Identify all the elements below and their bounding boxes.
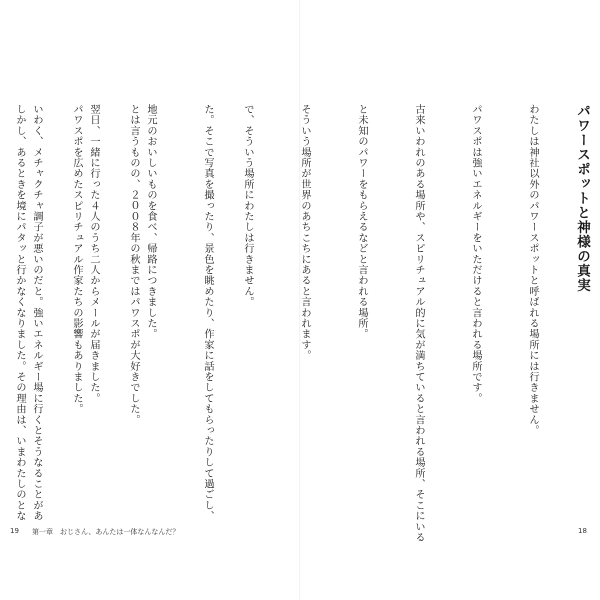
chapter-label: 第一章	[32, 528, 53, 536]
body-line: とは言うものの、２００８年の秋まではパワスポが大好きでした。	[128, 104, 139, 425]
body-line: 翌日、一緒に行った４人のうち二人からメールが届きました。	[88, 104, 99, 404]
body-line: た。そこで写真を撮ったり、景色を眺めたり、作家に話をしてもらったりして過ごし、	[202, 104, 213, 522]
left-page-body	[0, 104, 255, 522]
body-line: そういう場所が世界のあちこちにあると言われます。	[299, 104, 310, 361]
body-line: 地元のおいしいものを食べ、帰路につきました。	[145, 104, 156, 340]
body-line: いわく、メチャクチャ調子が悪いのだと。強いエネルギー場に行くとそうなることがあ	[31, 104, 42, 522]
right-page-number: 18	[578, 527, 587, 535]
section-heading: パワースポットと神様の真実	[574, 104, 590, 293]
chapter-title: おじさん、あんたは一体なんなんだ？	[60, 528, 180, 536]
running-footer	[32, 527, 179, 537]
body-line: と未知のパワーをもらえるなどと言われる場所。	[356, 104, 367, 340]
body-line: パワスポを広めたスピリチュアル作家たちの影響もありました。	[71, 104, 82, 415]
body-line: で、そういう場所にわたしは行きません。	[242, 104, 253, 308]
body-line: 古来いわれのある場所や、スピリチュアル的に気が満ちていると言われる場所、そこにいる	[413, 104, 424, 543]
left-page-number: 19	[10, 527, 19, 535]
body-line: しかし、あるときを境にパタッと行かなくなりました。その理由は、いまわたしのとな	[14, 104, 25, 522]
body-line: わたしは神社以外のパワースポットと呼ばれる場所には行きません。	[527, 104, 538, 436]
body-line: パワスポは強いエネルギーをいただけると言われる場所です。	[470, 104, 481, 404]
